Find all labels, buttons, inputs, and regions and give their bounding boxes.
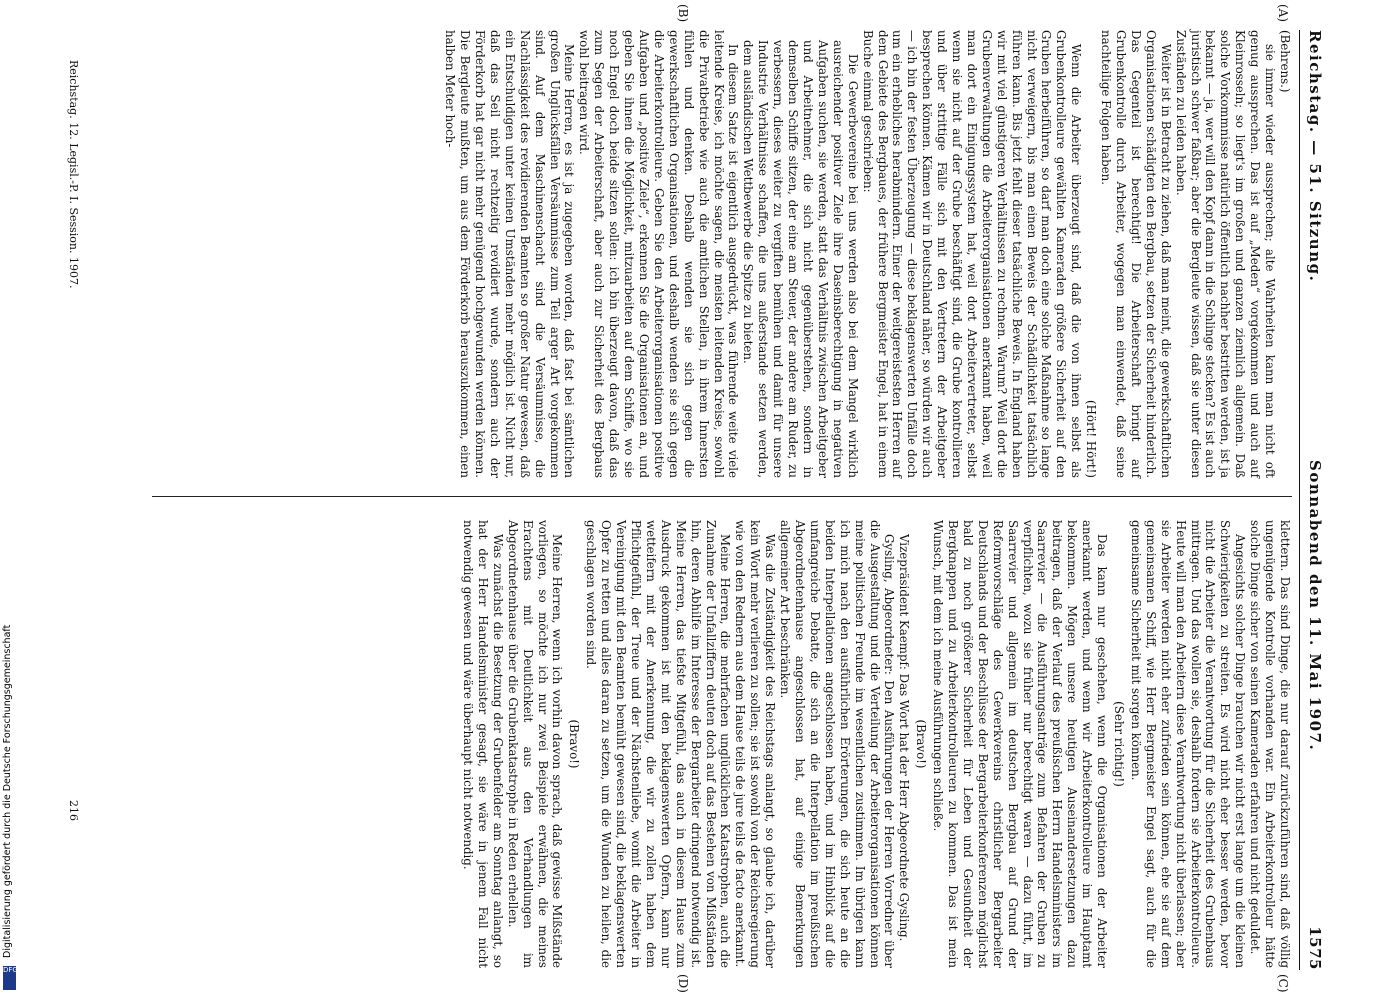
- margin-marker-a: (A): [1276, 4, 1290, 23]
- paragraph: Angesichts solcher Dinge brauchen wir nicht erst lange um die kleinen Schwierigkeiten zu streiten. Es wird nicht eher besser werden, bevor nicht die Arbeiter die Verantwortung für die Sicherheit des Grubenbaus mittragen. Und das wollen sie, deshalb fordern sie Arbeiterkontrolleure. Heute will man den Arbeitern diese Verantwortung nicht überlassen; aber sie Arbeiter werden nicht eher zufrieden sein können, ehe sie auf dem gemeinsamen Schiff, wie Herr Bergmeister Engel sagt, auch für die gemeinsame Sicherheit mit sorgen können.: [1128, 520, 1248, 968]
- paragraph: Was zunächst die Besetzung der Grubenfelder am Sonntag anlangt, so hat der Herr Handelsminister gesagt, sie wäre in jenem Fall nicht notwendig gewesen und wäre überhaupt nicht notwendig.: [461, 520, 505, 968]
- margin-marker-c: (C): [1276, 974, 1290, 993]
- speaker-tag: (Behrens.): [1278, 30, 1292, 93]
- right-column: [460, 520, 1292, 968]
- funding-credit-text: Digitalisierung gefördert durch die Deutsche Forschungsgemeinschaft: [2, 624, 13, 958]
- paragraph: Meine Herren, wenn ich vorhin davon sprach, daß gewisse Mißstände vorliegen, so möchte ich nur zwei Beispiele erwähnen, die meines Erachtens mit Deutlichkeit aus den Verhandlungen im Abgeordnetenhause über die Grubenkatastrophe in Reden erhellen.: [505, 520, 565, 968]
- paragraph: Was die Zuständigkeit des Reichstags anlangt, so glaube ich, darüber kein Wort mehr verlieren zu sollen; sie ist sowohl von der Reichsregierung wie von den Rednern aus dem Hause teils de jure teils de facto anerkannt.: [733, 520, 778, 968]
- page-header: [1304, 30, 1330, 970]
- funding-credit: [0, 0, 20, 1000]
- interjection: (Bravo!): [567, 719, 582, 769]
- footer-sheet-number: 216: [67, 800, 80, 821]
- document-page: [30, 0, 1330, 1000]
- header-left: Reichstag. — 51. Sitzung.: [1306, 30, 1324, 283]
- paragraph: Gysling, Abgeordneter: Den Ausführungen der Herren Vorredner über die Ausgestaltung und die Verteilung der Arbeiterorganisationen können meine politischen Freunde im wesentlichen zustimmen. Im übrigen kann ich mich nach den ausführlichen Erörterungen, die sich heute an die beiden Interpellationen angeschlossen haben, und im Hinblick auf die umfangreiche Debatte, die sich an die Interpellation im preußischen Abgeordnetenhause angeschlossen hat, auf einige Bemerkungen allgemeiner Art beschränken.: [778, 520, 897, 968]
- footer-legislature: Reichstag. 12. Legisl.-P. I. Session. 1907.: [67, 60, 80, 289]
- paragraph: Wenn die Arbeiter überzeugt sind, daß die von ihnen selbst als Grubenkontrolleure gewählten Kameraden größere Sicherheit auf den Gruben herbeiführen, so darf man doch eine solche Maßnahme so lange nicht verweigern, bis man einen Beweis der Schädlichkeit tatsächlich führen kann. Bis jetzt fehlt dieser tatsächliche Beweis. In England haben wir mit viel günstigeren Verhältnissen zu rechnen. Warum? Weil dort die Grubenverwaltungen die Arbeiterorganisationen anerkannt haben, weil man dort ein Einigungssystem hat, weil dort Arbeitervertreter, selbst wenn sie nicht auf der Grube beschäftigt sind, die Grube kontrollieren und über strittige Fälle sich mit den Vertretern der Arbeitgeber besprechen können. Kämen wir in Deutschland näher, so würden wir auch — ich bin der festen Überzeugung — diese beklagenswerten Unfälle doch um ein erhebliches herabmindern. Einer der weitgereistesten Herren auf dem Gebiete des Bergbaues, der frühere Bergmeister Engel, hat in einem Buche einmal geschrieben:: [860, 30, 1084, 478]
- interjection: (Sehr richtig!): [1112, 701, 1127, 787]
- margin-marker-d: (D): [676, 974, 690, 993]
- dfg-logo: DFG: [3, 966, 16, 990]
- header-date: Sonnabend den 11. Mai 1907.: [1306, 460, 1324, 752]
- paragraph: Meine Herren, es ist ja zugegeben worden, daß fast bei sämtlichen großen Unglücksfällen Versäumnisse zum Teil arger Art vorgekommen sind. Auf dem Maschinenschacht sind die Versäumnisse, die Nachlässigkeit des revidierenden Beamten so großer Natur gewesen, daß ein Entschuldigen unter keinen Umständen mehr möglich ist. Nicht nur, daß das Seil nicht rechtzeitig revidiert wurde, sondern auch der Förderkorb hat gar nicht mehr genügend hochgewunden werden können. Die Bergleute mußten, um aus dem Förderkorb herauszukommen, einen halben Meter hoch-: [443, 30, 577, 478]
- president-statement: Vizepräsident Kaempf: Das Wort hat der Herr Abgeordnete Gysling.: [897, 534, 912, 942]
- paragraph: Weiter ist in Betracht zu ziehen, daß man meint, die gewerkschaftlichen Organisationen schädigten den Bergbau, setzen der Sicherheit hinderlich. Das Gegenteil ist berechtigt! Die Arbeiterschaft bringt auf Grubenkontrolle durch Arbeiter, wogegen man einwendet, daß seine nachteilige Folgen haben.: [1099, 30, 1173, 478]
- margin-marker-b: (B): [676, 4, 690, 23]
- interjection: (Bravo!): [914, 719, 929, 769]
- interjection: (Hört! Hört!): [1084, 400, 1099, 478]
- page-number: 1575: [1306, 926, 1324, 970]
- quotation: Die Gewerbevereine bei uns werden also bei dem Mangel wirklich ausreichender positiver Ziele ihre Daseinsberechtigung in negativen Aufgaben suchen, sie werden, statt das Verhältnis zwischen Arbeitgeber und Arbeitnehmer, die sich nicht gegenüberstehen, sondern in demselben Schiffe sitzen, der eine am Steuer, der andere am Ruder, zu verbessern, dieses weiter zu vergiften bemühen und damit für unsere Industrie Verhältnisse schaffen, die uns außerstande setzen werden, dem ausländischen Wettbewerbe die Spitze zu bieten.: [741, 40, 860, 478]
- paragraph: sie immer wieder aussprechen; alte Wahrheiten kann man nicht oft genug aussprechen. Das ist auf „Meden“ vorgekommen und auch auf Kleinrosseln; so liegt's im großen und ganzen ziemlich allgemein. Daß solche Vorkommnisse natürlich öffentlich nachher bestritten werden, ist ja bekannt — ja, wer will den Kopf dann in die Schlinge stecken? Es ist auch juristisch schwer faßbar; aber die Bergleute wissen, daß sie unter diesen Zuständen zu leiden haben.: [1173, 30, 1278, 478]
- paragraph: In diesem Satze ist eigentlich ausgedrückt, was führende weite viele leitende Kreise, ich möchte sagen, die meisten leitenden Kreise, sowohl die Privatbetriebe wie auch die amtlichen Stellen, in ihrem Innersten fühlen und denken. Deshalb wenden sie sich gegen die gewerkschaftlichen Organisationen, und deshalb wenden sie sich gegen die Arbeiterkontrolleure. Geben Sie den Arbeiterorganisationen positive Aufgaben und „positive Ziele“, erkennen Sie die Organisationen an, und geben Sie ihnen die Möglichkeit, mitzuarbeiten auf dem Schiffe, wo sie noch Engel doch beide sitzen sollen: ich bin überzeugt davon, daß das zum Segen der Arbeiterschaft, aber auch zur Sicherheit des Bergbaus wohl beitragen wird.: [577, 30, 741, 478]
- paragraph: klettern. Das sind Dinge, die nur darauf zurückzuführen sind, daß völlig ungenügende Kontrolle vorhanden war. Ein Arbeiterkontrolleur hätte solche Dinge sicher von seinen Kameraden erfahren und nicht geduldet.: [1248, 520, 1292, 968]
- left-column: [442, 30, 1292, 478]
- column-divider: [152, 496, 1292, 497]
- header-rule: [1299, 30, 1300, 970]
- paragraph: Meine Herren, die mehrfachen unglücklichen Katastrophen, auch die Zunahme der Unfallziffern deuten doch auf das Bestehen von Mißständen hin, deren Abhilfe im Interesse der Bergarbeiter dringend notwendig ist. Meine Herren, das tiefste Mitgefühl, das auch in diesem Hause zum Ausdruck gekommen ist mit den beklagenswerten Opfern, kann nur wetteifern mit der Anerkennung, die wir zu zollen haben dem Pflichtgefühl, der Treue und der Nächstenliebe, womit die Arbeiter in Vereinigung mit den Beamten bemüht gewesen sind, die beklagenswerten Opfer zu retten und alles daran zu setzen, um die Wunden zu heilen, die geschlagen worden sind.: [584, 520, 733, 968]
- paragraph: Das kann nur geschehen, wenn die Organisationen der Arbeiter anerkannt werden, und wenn wir Arbeiterkontrolleure im Hauptamt bekommen. Mögen unsere heutigen Auseinandersetzungen dazu beitragen, daß der Verlauf des preußischen Herrn Handelsministers im Saarrevier — die Ausführungsanträge zum Befahren der Gruben zu verpflichten, wozu sie früher nur berechtigt waren — dazu führt, im Saarrevier und allgemein im deutschen Bergbau auf Grund der Reformvorschläge des Gewerkvereins christlicher Bergarbeiter Deutschlands und der Beschlüsse der Bergarbeiterkonferenzen möglichst bald zu noch größerer Sicherheit für Leben und Gesundheit der Bergknappen und zu Arbeiterkontrolleuren zu kommen. Das ist mein Wunsch, mit dem ich meine Ausführungen schließe.: [931, 520, 1110, 968]
